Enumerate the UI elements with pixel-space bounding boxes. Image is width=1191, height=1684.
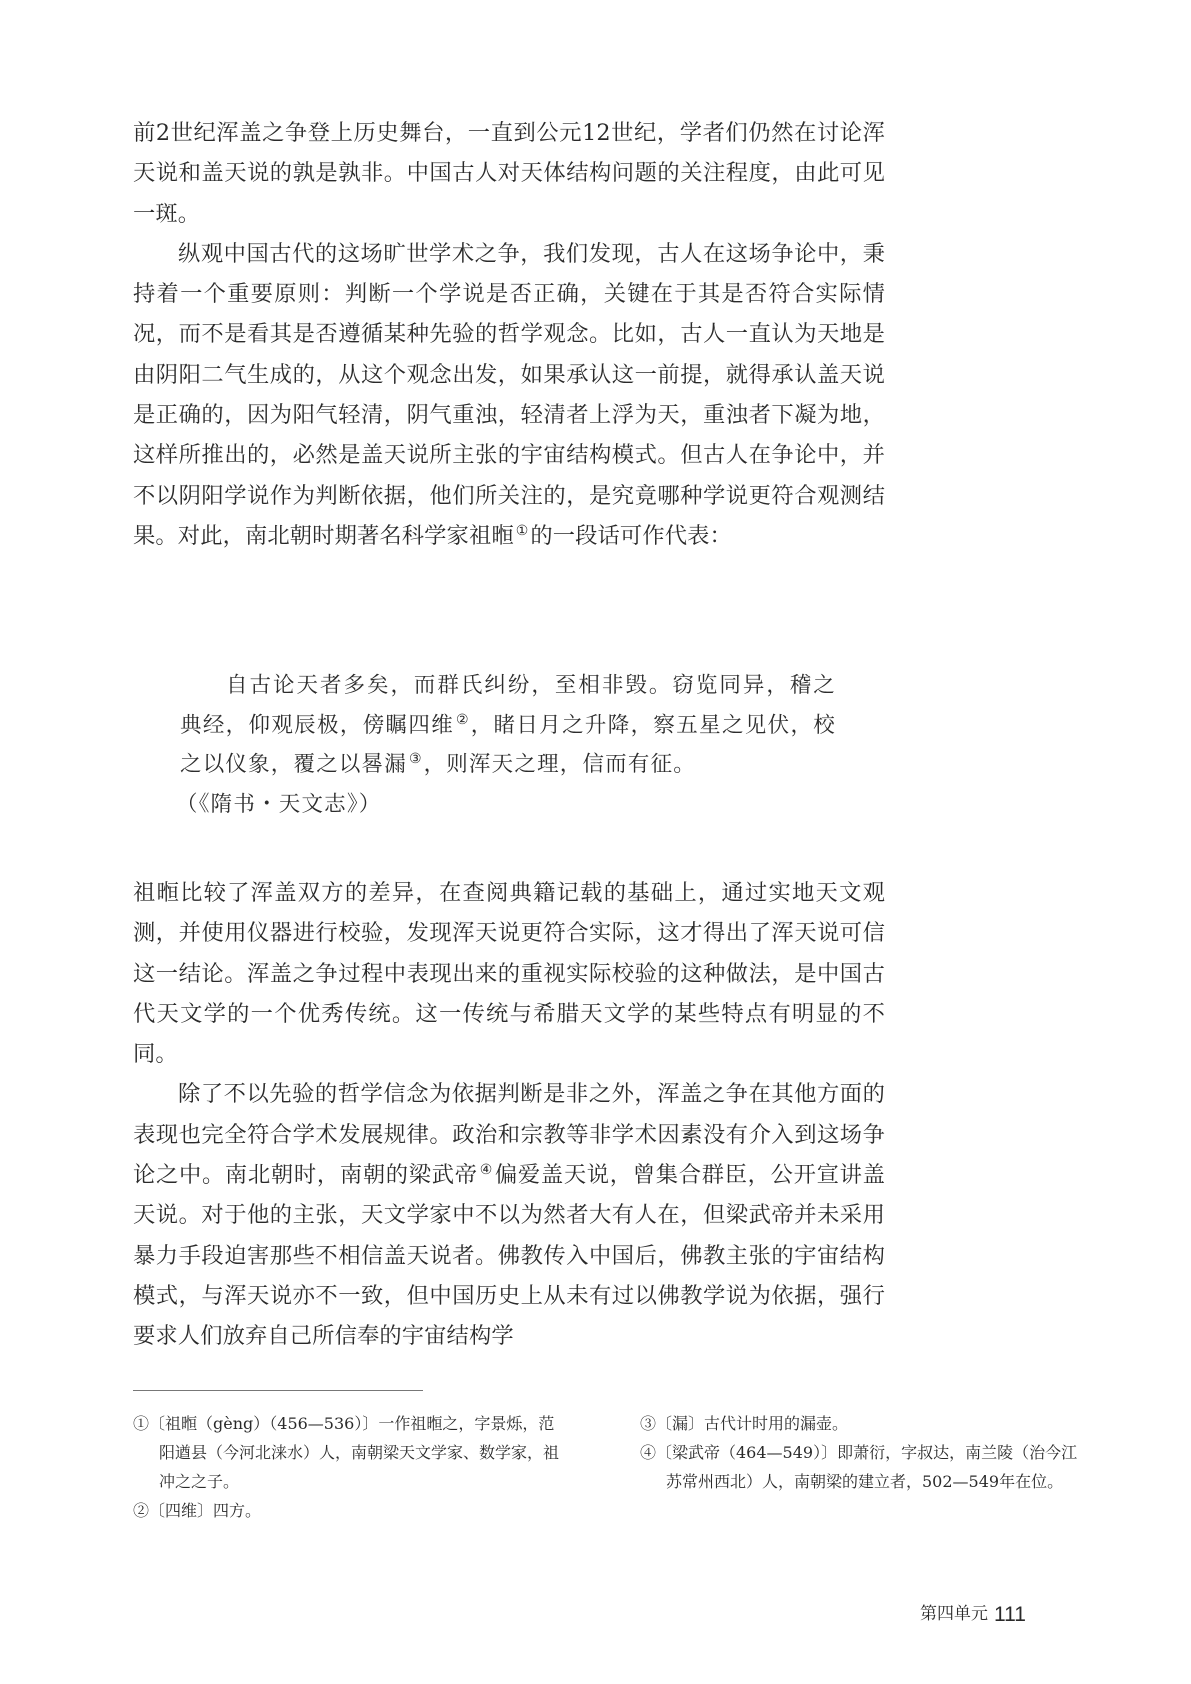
footnote-ref-1[interactable]: ① [515, 522, 529, 539]
footnote-3: ③〔漏〕古代计时用的漏壶。 [640, 1414, 849, 1433]
paragraph-3: 祖暅比较了浑盖双方的差异，在查阅典籍记载的基础上，通过实地天文观测，并使用仪器进行校验，发现浑天说更符合实际，这才得出了浑天说可信这一结论。浑盖之争过程中表现出来的重视实际校验的这种做法，是中国古代天文学的一个优秀传统。这一传统与希腊天文学的某些特点有明显的不同。 [133, 880, 885, 1068]
footnotes-left-column [133, 1409, 563, 1525]
page-footer [920, 1599, 1075, 1629]
paragraph-4-text-a: 除了不以先验的哲学信念为依据判断是非之外，浑盖之争在其他方面的表现也完全符合学术发展规律。政治和宗教等非学术因素没有介入到这场争论之中。南北朝时，南朝的梁武帝 [133, 1081, 885, 1189]
footnotes-right-column [640, 1409, 1080, 1496]
quote-source: （《隋书・天文志》） [176, 791, 382, 817]
block-quote [176, 666, 836, 824]
paragraph-2 [133, 234, 885, 556]
body-text-lower [133, 873, 885, 1357]
paragraph-1: 前2世纪浑盖之争登上历史舞台，一直到公元12世纪，学者们仍然在讨论浑天说和盖天说的孰是孰非。中国古人对天体结构问题的关注程度，由此可见一斑。 [133, 120, 885, 227]
paragraph-4 [133, 1074, 885, 1356]
footnote-4: ④〔梁武帝（464—549）〕即萧衍，字叔达，南兰陵（治今江苏常州西北）人，南朝梁的建立者，502—549年在位。 [640, 1443, 1078, 1491]
unit-label: 第四单元 [920, 1604, 988, 1624]
paragraph-2-text-b: 的一段话可作代表： [530, 522, 732, 549]
footnote-ref-2[interactable]: ② [456, 711, 469, 728]
footnote-ref-3[interactable]: ③ [409, 751, 422, 767]
body-text-upper [133, 113, 885, 556]
quote-text-1: 自古论天者多矣，而群氏纠纷，至相非毁。窃览同异，稽之典经，仰观辰极，傍瞩四维 [180, 673, 836, 738]
footnote-1: ①〔祖暅（gèng）（456—536）〕一作祖暅之，字景烁，范阳遒县（今河北涞水）人，南朝梁天文学家、数学家，祖冲之之子。 [133, 1414, 560, 1491]
quote-text-2: ，睹日月之升降，察五星之见伏，校之以仪象，覆之以晷漏 [180, 712, 836, 777]
footnote-2: ②〔四维〕四方。 [133, 1501, 262, 1520]
footnote-divider [133, 1390, 423, 1391]
paragraph-4-text-b: 偏爱盖天说，曾集合群臣，公开宣讲盖天说。对于他的主张，天文学家中不以为然者大有人在，但梁武帝并未采用暴力手段迫害那些不相信盖天说者。佛教传入中国后，佛教主张的宇宙结构模式，与浑天说亦不一致，但中国历史上从未有过以佛教学说为依据，强行要求人们放弃自己所信奉的宇宙结构学 [133, 1162, 885, 1350]
page-number: 111 [994, 1603, 1026, 1626]
paragraph-2-text-a: 纵观中国古代的这场旷世学术之争，我们发现，古人在这场争论中，秉持着一个重要原则：判断一个学说是否正确，关键在于其是否符合实际情况，而不是看其是否遵循某种先验的哲学观念。比如，古人一直认为天地是由阴阳二气生成的，从这个观念出发，如果承认这一前提，就得承认盖天说是正确的，因为阳气轻清，阴气重浊，轻清者上浮为天，重浊者下凝为地，这样所推出的，必然是盖天说所主张的宇宙结构模式。但古人在争论中，并不以阴阳学说作为判断依据，他们所关注的，是究竟哪种学说更符合观测结果。对此，南北朝时期著名科学家祖暅 [133, 240, 885, 549]
quote-text [180, 666, 836, 785]
quote-text-3: ，则浑天之理，信而有征。 [423, 752, 696, 777]
footnote-ref-4[interactable]: ④ [479, 1162, 493, 1179]
